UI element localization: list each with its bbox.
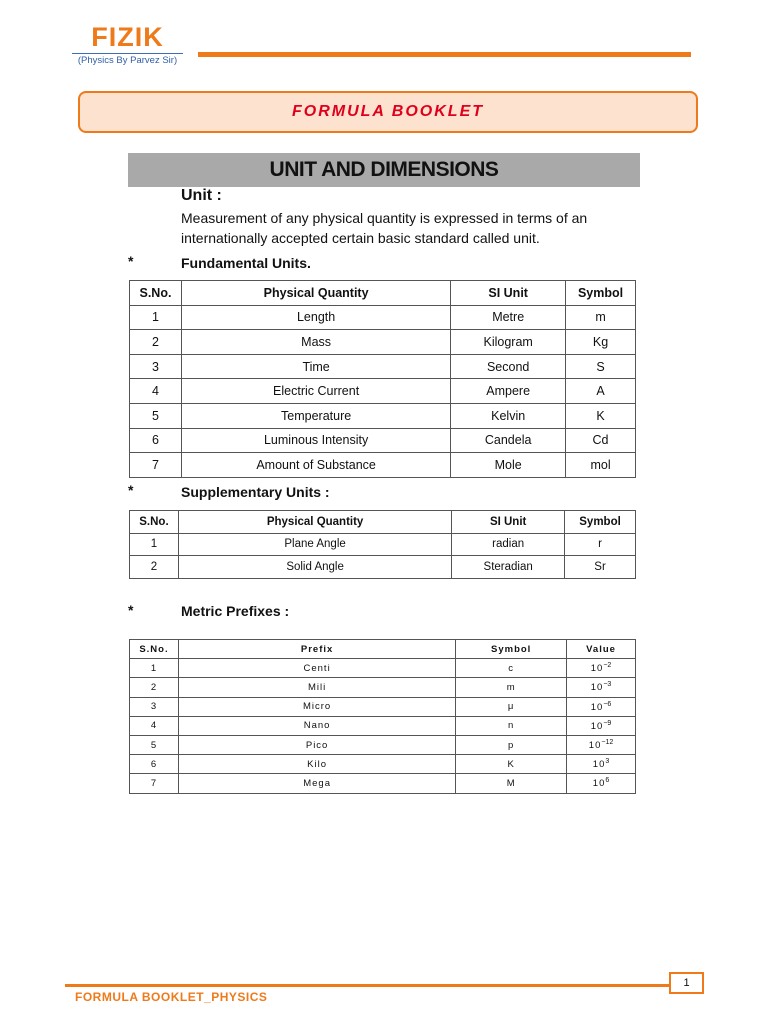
column-header: Physical Quantity [181,281,450,306]
column-header: SI Unit [451,281,566,306]
table-cell: Kilo [178,755,455,774]
table-cell: Mass [181,330,450,355]
table-cell: Kilogram [451,330,566,355]
column-header: Physical Quantity [178,511,451,534]
table-cell: Steradian [452,556,565,579]
booklet-title: FORMULA BOOKLET [291,103,485,120]
table-row [130,428,636,453]
table-cell: S [566,354,636,379]
table-cell: A [566,379,636,404]
metric-prefixes-table [129,639,636,794]
value-exponent: 3 [605,758,610,766]
page-number-box [669,972,704,994]
table-cell: Kg [566,330,636,355]
header-orange-bar [198,52,691,57]
table-cell: 5 [130,735,179,754]
value-exponent: −12 [601,738,614,746]
table-header-row [130,640,636,659]
value-exponent: −9 [603,719,612,727]
table-row [130,678,636,697]
table-header-row [130,281,636,306]
column-header: Symbol [566,281,636,306]
table-cell: 2 [130,556,179,579]
fizik-logo [70,22,185,67]
chapter-heading: UNIT AND DIMENSIONS [269,158,499,181]
table-cell: Mega [178,774,455,793]
unit-description: Measurement of any physical quantity is expressed in terms of an internationally accepted certain basic standard called unit. [181,210,588,246]
chapter-heading-bar [128,153,640,187]
column-header: SI Unit [452,511,565,534]
table-row [130,533,636,556]
table-cell: c [456,659,567,678]
unit-title: Unit : [181,187,222,204]
table-row [130,755,636,774]
value-exponent: −6 [603,700,612,708]
table-row [130,305,636,330]
table-cell: Second [451,354,566,379]
table-cell: 1 [130,533,179,556]
table-cell: Pico [178,735,455,754]
table-cell: mol [566,453,636,478]
table-row [130,774,636,793]
table-row [130,735,636,754]
supplementary-units-table [129,510,636,579]
table-row [130,453,636,478]
table-cell: 1 [130,659,179,678]
table-row [130,403,636,428]
fundamental-units-table [129,280,636,478]
fundamental-title: Fundamental Units. [181,255,311,271]
fundamental-bullet: * [128,253,134,269]
table-cell: 4 [130,716,179,735]
table-cell: M [456,774,567,793]
value-exponent: 6 [605,777,610,785]
table-cell: Amount of Substance [181,453,450,478]
table-cell: Micro [178,697,455,716]
booklet-title-box [78,91,698,133]
table-cell: Kelvin [451,403,566,428]
table-cell: Cd [566,428,636,453]
table-cell: 2 [130,678,179,697]
column-header: S.No. [130,281,182,306]
value-base: 10 [592,759,606,771]
value-exponent: −3 [603,681,612,689]
prefix-value-cell [567,716,636,735]
table-cell: m [456,678,567,697]
table-cell: 7 [130,774,179,793]
table-row [130,379,636,404]
column-header: S.No. [130,511,179,534]
table-cell: μ [456,697,567,716]
table-cell: 3 [130,354,182,379]
table-cell: 1 [130,305,182,330]
table-cell: Length [181,305,450,330]
value-base: 10 [590,682,604,694]
table-cell: 2 [130,330,182,355]
table-row [130,716,636,735]
table-cell: r [565,533,636,556]
table-cell: Sr [565,556,636,579]
table-row [130,556,636,579]
column-header: S.No. [130,640,179,659]
table-cell: Centi [178,659,455,678]
value-base: 10 [590,701,604,713]
logo-divider [72,53,183,54]
table-cell: Luminous Intensity [181,428,450,453]
table-header-row [130,511,636,534]
supplementary-bullet: * [128,482,134,498]
table-cell: Ampere [451,379,566,404]
prefix-value-cell [567,659,636,678]
table-cell: 3 [130,697,179,716]
table-cell: 7 [130,453,182,478]
column-header: Symbol [565,511,636,534]
prefixes-title: Metric Prefixes : [181,603,290,619]
table-cell: Electric Current [181,379,450,404]
table-cell: 6 [130,755,179,774]
supplementary-title: Supplementary Units : [181,484,330,500]
column-header: Prefix [178,640,455,659]
logo-name: FIZIK [91,22,164,52]
value-exponent: −2 [603,662,612,670]
table-row [130,659,636,678]
table-cell: p [456,735,567,754]
value-base: 10 [590,663,604,675]
table-row [130,354,636,379]
prefix-value-cell [567,735,636,754]
table-cell: Temperature [181,403,450,428]
page-number: 1 [683,977,690,989]
table-cell: m [566,305,636,330]
table-cell: Candela [451,428,566,453]
table-row [130,330,636,355]
prefix-value-cell [567,697,636,716]
column-header: Symbol [456,640,567,659]
table-cell: Mole [451,453,566,478]
prefix-value-cell [567,678,636,697]
footer-orange-line [65,984,671,987]
table-cell: Plane Angle [178,533,451,556]
table-cell: Mili [178,678,455,697]
table-cell: 6 [130,428,182,453]
column-header: Value [567,640,636,659]
value-base: 10 [592,778,606,790]
logo-subtitle: (Physics By Parvez Sir) [77,55,178,66]
table-cell: K [456,755,567,774]
prefixes-bullet: * [128,602,134,618]
prefix-value-cell [567,774,636,793]
table-cell: K [566,403,636,428]
table-cell: 5 [130,403,182,428]
table-cell: n [456,716,567,735]
footer-text: FORMULA BOOKLET_PHYSICS [75,990,268,1004]
table-cell: Solid Angle [178,556,451,579]
table-cell: Time [181,354,450,379]
table-cell: Metre [451,305,566,330]
table-cell: Nano [178,716,455,735]
value-base: 10 [590,720,604,732]
table-cell: radian [452,533,565,556]
table-cell: 4 [130,379,182,404]
table-row [130,697,636,716]
value-base: 10 [588,740,602,752]
prefix-value-cell [567,755,636,774]
